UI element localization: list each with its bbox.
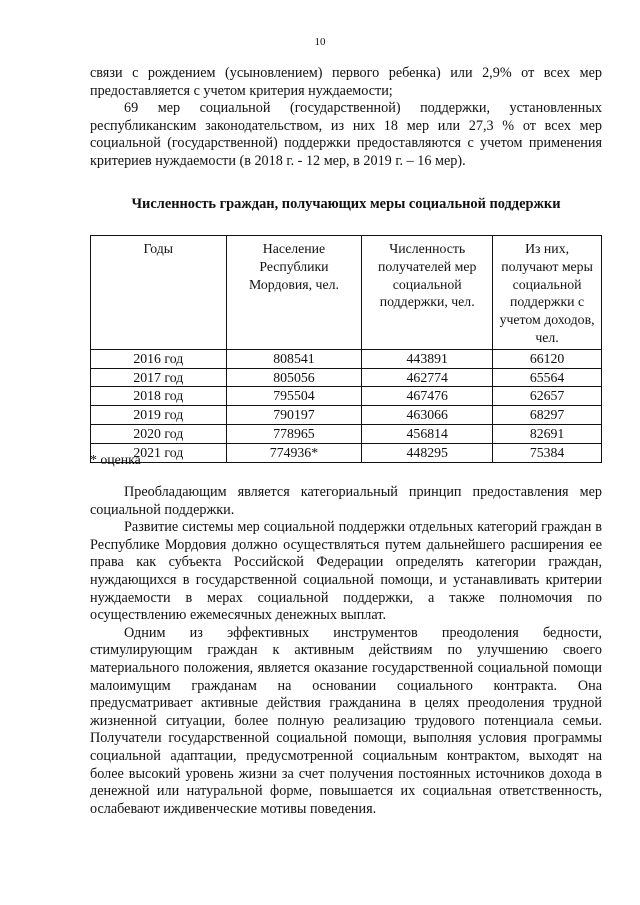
paragraph-social-contract: Одним из эффективных инструментов преодоления бедности, стимулирующим граждан к активным действиям по улучшению своего материального положения, является оказание государственной социальной помощи малоимущим гражданам на основании социального контракта. Она предусматривает активные действия гражданина в целях преодоления трудной жизненной ситуации, более полную реализацию трудового потенциала семьи. Получатели государственной социальной помощи, выполняя условия программы социальной адаптации, предусмотренной социальным контрактом, выходят на более высокий уровень жизни за счет получения постоянных источников дохода в денежной или натуральной форме, повышается их социальная ответственность, ослабевают иждивенческие мотивы поведения. — [90, 624, 602, 817]
header-population: Население Республики Мордовия, чел. — [226, 236, 362, 350]
cell-year: 2017 год — [91, 368, 227, 387]
cell-population: 808541 — [226, 349, 362, 368]
header-income-based: Из них, получают меры социальной поддержки с учетом доходов, чел. — [493, 236, 602, 350]
table-title: Численность граждан, получающих меры социальной поддержки — [131, 196, 561, 212]
page-number: 10 — [314, 36, 326, 48]
top-text-block — [90, 65, 602, 171]
header-recipients: Численность получателей мер социальной поддержки, чел. — [362, 236, 493, 350]
cell-income-based: 68297 — [493, 406, 602, 425]
table-row — [91, 368, 602, 387]
table-row — [91, 424, 602, 443]
cell-year: 2016 год — [91, 349, 227, 368]
cell-recipients: 448295 — [362, 443, 493, 462]
cell-population: 805056 — [226, 368, 362, 387]
table-footnote: * оценка — [90, 452, 141, 467]
table-header-row — [91, 236, 602, 350]
cell-income-based: 65564 — [493, 368, 602, 387]
cell-income-based: 66120 — [493, 349, 602, 368]
paragraph-measures-count: 69 мер социальной (государственной) поддержки, установленных республиканским законодательством, из них 18 мер или 27,3 % от всех мер социальной (государственной) поддержки предоставляются с учетом применения критериев нуждаемости (в 2018 г. - 12 мер, в 2019 г. – 16 мер). — [90, 100, 602, 169]
cell-year: 2019 год — [91, 406, 227, 425]
cell-population: 778965 — [226, 424, 362, 443]
cell-recipients: 462774 — [362, 368, 493, 387]
cell-year: 2018 год — [91, 387, 227, 406]
paragraph-continuation: связи с рождением (усыновлением) первого ребенка) или 2,9% от всех мер предоставляется с учетом критерия нуждаемости; — [90, 65, 602, 99]
recipients-table — [90, 235, 602, 463]
cell-population: 795504 — [226, 387, 362, 406]
table-row — [91, 443, 602, 462]
cell-income-based: 75384 — [493, 443, 602, 462]
table-row — [91, 406, 602, 425]
cell-income-based: 62657 — [493, 387, 602, 406]
table-row — [91, 387, 602, 406]
bottom-text-block — [90, 484, 602, 818]
cell-income-based: 82691 — [493, 424, 602, 443]
cell-year: 2020 год — [91, 424, 227, 443]
cell-recipients: 443891 — [362, 349, 493, 368]
paragraph-categorical-principle: Преобладающим является категориальный принцип предоставления мер социальной поддержки. — [90, 484, 602, 518]
cell-recipients: 467476 — [362, 387, 493, 406]
cell-year: 2021 год — [91, 443, 227, 462]
cell-recipients: 456814 — [362, 424, 493, 443]
header-years: Годы — [91, 236, 227, 350]
paragraph-system-development: Развитие системы мер социальной поддержки отдельных категорий граждан в Республике Мордовия должно осуществляться путем дальнейшего расширения ее права как субъекта Российской Федерации определять категории граждан, нуждающихся в государственной социальной помощи, и устанавливать критерии нуждаемости в мерах социальной поддержки, а также полномочия по осуществлению ежемесячных денежных выплат. — [90, 519, 602, 624]
cell-recipients: 463066 — [362, 406, 493, 425]
cell-population: 790197 — [226, 406, 362, 425]
cell-population: 774936* — [226, 443, 362, 462]
table-row — [91, 349, 602, 368]
